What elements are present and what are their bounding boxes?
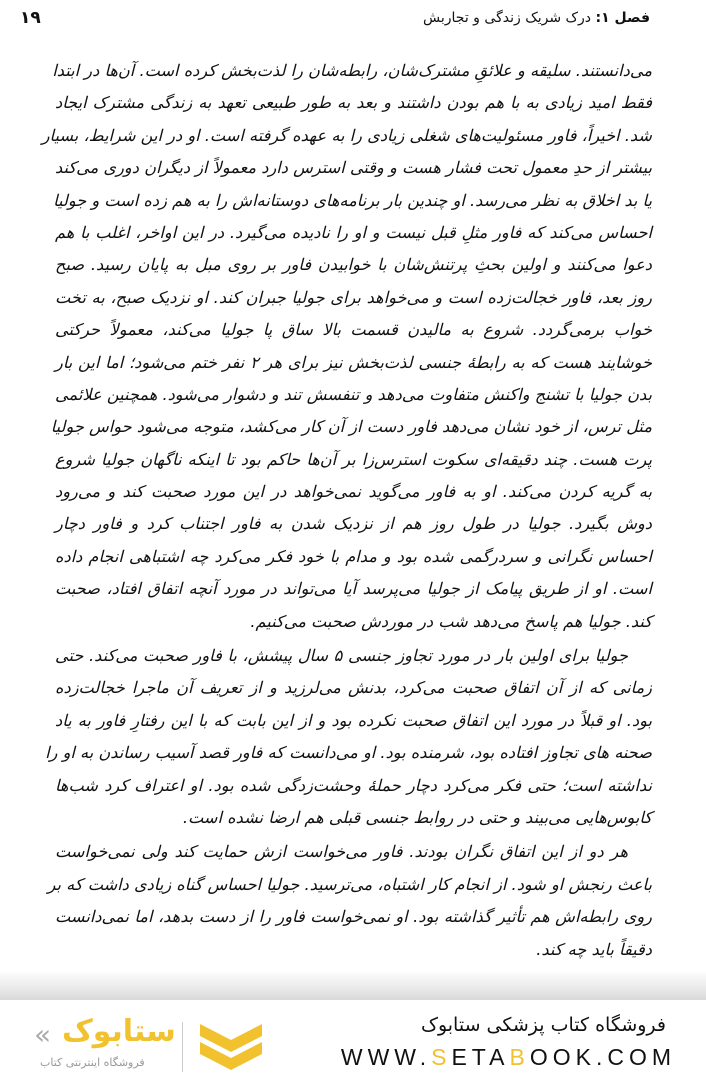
chapter-title — [423, 10, 650, 26]
text-line: کند. جولیا هم پاسخ می‌دهد شب در موردش صحبت می‌کنیم. — [250, 611, 652, 631]
text-line: است. او از طریق پیامک از جولیا می‌پرسد آیا می‌تواند در مورد آنچه اتفاق افتاد، صحبت — [55, 579, 652, 599]
text-line: کابوس‌هایی می‌بیند و حتی در روابط جنسی قبلی هم ارضا نشده است. — [182, 807, 652, 827]
text-line: روز بعد، فاور خجالت‌زده است و می‌خواهد برای جولیا جبران کند. او نزدیک صبح، به تخت — [55, 287, 652, 307]
url-part: B — [509, 1044, 530, 1070]
page-header — [0, 6, 706, 32]
text-line: روی رابطه‌اش هم تأثیر گذاشته بود. او نمی‌خواست فاور را از دست بدهد، اما نمی‌دانست — [55, 907, 652, 927]
text-line: به گریه کردن می‌کند. او به فاور می‌گوید نمی‌خواهد در این مورد صحبت کند و می‌رود — [55, 482, 652, 502]
text-line: صحنه های تجاوز افتاده بود، شرمنده بود. او می‌دانست که فاور قصد آسیب رساندن به او را — [45, 743, 652, 763]
setabook-logo-icon — [196, 1020, 266, 1076]
text-line: می‌دانستند. سلیقه و علائقِ مشترک‌شان، رابطه‌شان را لذت‌بخش کرده است. آن‌ها در ابتدا — [52, 61, 652, 80]
text-line: زمانی که از آن اتفاق صحبت می‌کرد، بدنش می‌لرزید و از تعریف آن ماجرا خجالت‌زده — [55, 678, 652, 698]
page-body — [41, 55, 652, 966]
text-line: یا بد اخلاق به نظر می‌رسد. او چندین بار برنامه‌های دوستانه‌اش را به هم زده است و جولیا — [53, 190, 652, 210]
text-line: مثل ترس، از خود نشان می‌دهد فاور دست از آن کار می‌کشد، متوجه می‌شود حواس جولیا — [50, 417, 652, 437]
text-line: بود. او قبلاً در مورد این اتفاق صحبت نکرده بود و از این بابت که با این رفتارِ فاور به یاد — [55, 710, 652, 730]
text-line: فقط امید زیادی به با هم بودن داشتند و بعد به طور طبیعی تعهد به زندگی مشترک ایجاد — [55, 93, 652, 113]
text-line: پرت هست. چند دقیقه‌ای سکوت استرس‌زا بر آن‌ها حاکم بود تا اینکه ناگهان جولیا شروع — [55, 449, 652, 469]
logo-wordmark: ستابوک — [62, 1014, 176, 1049]
text-line: هر دو از این اتفاق نگران بودند. فاور می‌خواست ازش حمایت کند ولی نمی‌خواست — [55, 842, 628, 862]
store-name: فروشگاه کتاب پزشکی ستابوک — [420, 1014, 666, 1036]
text-line: شد. اخیراً، فاور مسئولیت‌های شغلی زیادی را به عهده گرفته است. او در این شرایط، بسیار — [41, 125, 652, 145]
text-line: دعوا می‌کنند و اولین بحثِ پرتنش‌شان با خوابیدن فاور بر روی مبل به پایان رسید. صبح — [55, 255, 652, 275]
chevron-left-icon: « — [34, 1018, 52, 1051]
chapter-name: درک شریک زندگی و تجاربش — [423, 10, 592, 26]
paragraph — [45, 640, 652, 834]
store-url[interactable] — [341, 1044, 676, 1071]
text-line: نداشته است؛ حتی فکر می‌کرد دچار حملهٔ وحشت‌زدگی شده بود. او اعتراف کرد شب‌ها — [55, 775, 652, 795]
url-part: ETA — [451, 1044, 510, 1070]
paragraph — [41, 55, 652, 638]
page-number: ۱۹ — [20, 8, 41, 28]
text-line: خوشایند هست که به رابطهٔ جنسی لذت‌بخش نیز برای هر ۲ نفر ختم می‌شود؛ اما این بار — [55, 352, 652, 372]
text-line: دوش بگیرد. جولیا در طول روز هم از نزدیک شدن به فاور اجتناب کرد و فاور دچار — [55, 514, 652, 534]
page-bottom-shadow — [0, 970, 706, 1000]
paragraph — [47, 836, 652, 966]
logo-subtitle: فروشگاه اینترنتی کتاب — [40, 1056, 145, 1069]
text-line: جولیا برای اولین بار در مورد تجاوز جنسی ۵ سال پیشش، با فاور صحبت می‌کند. حتی — [55, 646, 628, 666]
text-line: بیشتر از حدِ معمول تحت فشار هست و وقتی استرس دارد معمولاً از دیگران دوری می‌کند — [55, 158, 652, 178]
url-part: WWW. — [340, 1044, 432, 1070]
text-line: بدن جولیا با تشنج واکنش متفاوت می‌دهد و تنفسش تند و دشوار می‌شود. همچنین علائمی — [55, 384, 652, 404]
chapter-label: فصل ۱: — [595, 10, 650, 26]
text-line: دقیقاً باید چه کند. — [536, 939, 652, 959]
text-line: خواب برمی‌گردد. شروع به مالیدن قسمت بالا ساق پا جولیا می‌کند، معمولاً حرکتی — [55, 320, 652, 340]
url-part: S — [431, 1044, 452, 1070]
text-line: باعث رنجش او شود. از انجام کار اشتباه، می‌ترسید. جولیا احساس گناه زیادی داشت که بر — [47, 874, 652, 894]
publisher-footer — [0, 1000, 706, 1080]
url-part: OOK.COM — [529, 1044, 676, 1070]
logo-divider — [182, 1022, 183, 1072]
text-line: احساس می‌کند که فاور مثلِ قبل نیست و او را نادیده می‌گیرد. در این اواخر، اغلب با هم — [55, 222, 652, 242]
text-line: احساس نگرانی و سردرگمی شده بود و مدام با خود فکر می‌کرد چه اشتباهی انجام داده — [55, 546, 652, 566]
